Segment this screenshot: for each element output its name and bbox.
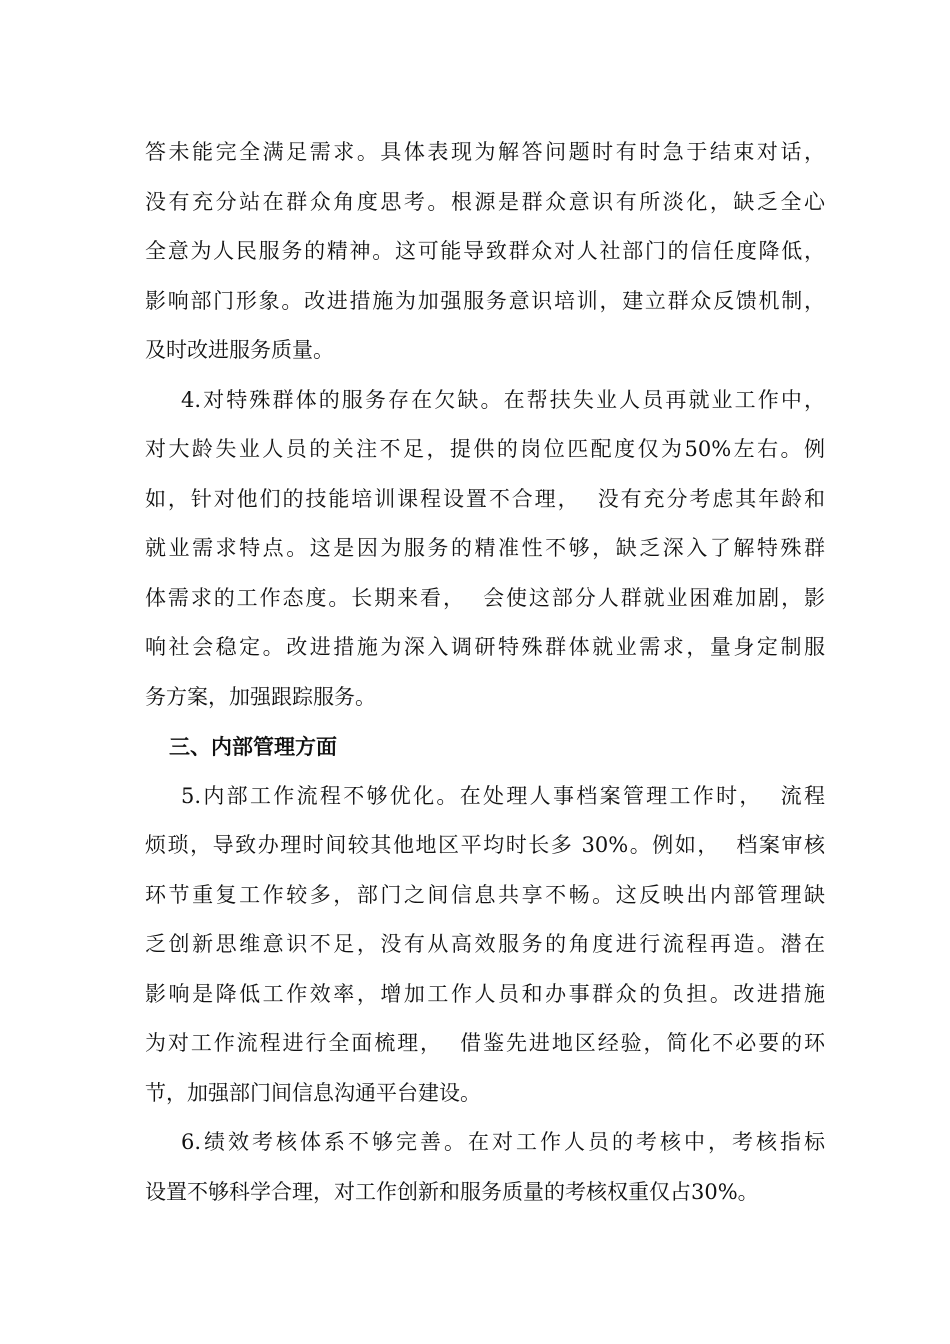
text-line: 5.内部工作流程不够优化。在处理人事档案管理工作时， 流程 <box>181 783 825 808</box>
section-heading: 三、内部管理方面 <box>169 734 337 759</box>
paragraph-item-5 <box>145 772 825 1119</box>
text-line: 影响是降低工作效率，增加工作人员和办事群众的负担。改进措施 <box>145 981 825 1006</box>
document-body <box>145 128 825 1217</box>
text-line: 就业需求特点。这是因为服务的精准性不够，缺乏深入了解特殊群 <box>145 536 825 560</box>
text-line: 乏创新思维意识不足，没有从高效服务的角度进行流程再造。潜在 <box>145 932 825 956</box>
text-line: 4.对特殊群体的服务存在欠缺。在帮扶失业人员再就业工作中， <box>181 387 825 412</box>
paragraph-item-6 <box>145 1118 825 1217</box>
text-line: 全意为人民服务的精神。这可能导致群众对人社部门的信任度降低， <box>145 239 825 263</box>
text-line: 影响部门形象。改进措施为加强服务意识培训，建立群众反馈机制， <box>145 288 825 313</box>
text-line: 烦琐，导致办理时间较其他地区平均时长多 30%。例如， 档案审核 <box>145 833 825 857</box>
text-line: 6.绩效考核体系不够完善。在对工作人员的考核中，考核指标 <box>181 1130 825 1154</box>
text-line: 如，针对他们的技能培训课程设置不合理， 没有充分考虑其年龄和 <box>145 486 825 511</box>
text-line: 答未能完全满足需求。具体表现为解答问题时有时急于结束对话， <box>145 140 825 164</box>
text-line: 设置不够科学合理，对工作创新和服务质量的考核权重仅占30%。 <box>145 1179 759 1204</box>
paragraph-item-4 <box>145 376 825 723</box>
text-line: 务方案，加强跟踪服务。 <box>145 684 376 709</box>
text-line: 环节重复工作较多，部门之间信息共享不畅。这反映出内部管理缺 <box>145 882 825 907</box>
text-line: 节，加强部门间信息沟通平台建设。 <box>145 1080 481 1105</box>
paragraph-service-attitude <box>145 128 825 376</box>
text-line: 及时改进服务质量。 <box>145 338 334 362</box>
text-line: 体需求的工作态度。长期来看， 会使这部分人群就业困难加剧，影 <box>145 585 825 610</box>
text-line: 没有充分站在群众角度思考。根源是群众意识有所淡化，缺乏全心 <box>145 189 825 214</box>
text-line: 为对工作流程进行全面梳理， 借鉴先进地区经验，简化不必要的环 <box>145 1031 825 1055</box>
text-line: 对大龄失业人员的关注不足，提供的岗位匹配度仅为50%左右。例 <box>145 437 825 461</box>
text-line: 响社会稳定。改进措施为深入调研特殊群体就业需求，量身定制服 <box>145 635 825 659</box>
